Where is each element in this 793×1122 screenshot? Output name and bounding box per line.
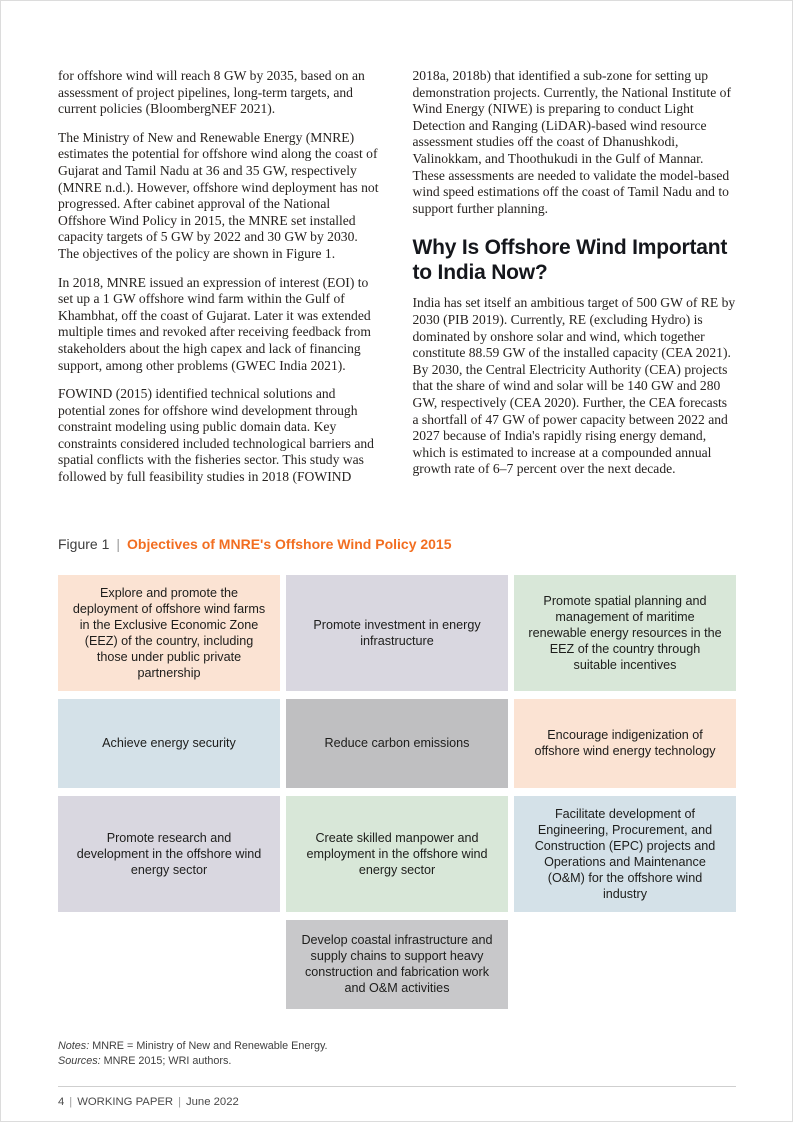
footer-separator: |	[69, 1096, 73, 1108]
objective-box-3: Promote spatial planning and management of maritime renewable energy resources in the EEZ of the country through suitable incentives	[514, 575, 736, 691]
objective-box-2: Promote investment in energy infrastructure	[286, 575, 508, 691]
right-column	[413, 68, 737, 498]
notes-line	[58, 1039, 736, 1054]
sources-label: Sources:	[58, 1054, 101, 1067]
figure-1	[1, 536, 792, 1069]
paragraph: for offshore wind will reach 8 GW by 2035, based on an assessment of project pipelines, long-term targets, and current policies (BloombergNEF 2021).	[58, 68, 365, 117]
figure-notes	[58, 1039, 736, 1069]
objective-box-9: Facilitate development of Engineering, Procurement, and Construction (EPC) projects and Operations and Maintenance (O&M) for the offshore wind industry	[514, 796, 736, 912]
notes-text: MNRE = Ministry of New and Renewable Energy.	[92, 1039, 328, 1052]
page-number: 4	[58, 1096, 65, 1108]
paragraph: The Ministry of New and Renewable Energy (MNRE) estimates the potential for offshore wind along the coast of Gujarat and Tamil Nadu at 36 and 35 GW, respectively (MNRE n.d.). However, offshore wind deployment has not progressed. After cabinet approval of the National Offshore Wind Policy in 2015, the MNRE set installed capacity targets of 5 GW by 2022 and 30 GW by 2030. The objectives of the policy are shown in Figure 1.	[58, 129, 379, 261]
publication-label: WORKING PAPER	[77, 1096, 174, 1108]
objective-box-1: Explore and promote the deployment of offshore wind farms in the Exclusive Economic Zone (EEZ) of the country, including those under public private partnership	[58, 575, 280, 691]
figure-label: Figure 1	[58, 535, 110, 552]
notes-label: Notes:	[58, 1039, 90, 1052]
paragraph: FOWIND (2015) identified technical solutions and potential zones for offshore wind development through constraint modeling using public domain data. Key constraints considered included technological barriers and spatial conflicts with the fisheries sector. This study was followed by full feasibility studies in 2018 (FOWIND	[58, 386, 374, 485]
figure-title: Objectives of MNRE's Offshore Wind Policy 2015	[127, 535, 452, 552]
paragraph: 2018a, 2018b) that identified a sub-zone for setting up demonstration projects. Currently, the National Institute of Wind Energy (NIWE) is preparing to conduct Light Detection and Ranging (LiDAR)-based wind resource assessment studies off the coast of Dhanushkodi, Valinokkam, and Thoothukudi in the Gulf of Mannar. These assessments are needed to validate the model-based wind speed estimations off the coast of Tamil Nadu and to support further planning.	[412, 68, 731, 216]
objective-box-4: Achieve energy security	[58, 699, 280, 788]
footer-separator: |	[178, 1096, 181, 1108]
sources-line	[58, 1054, 736, 1069]
objective-box-5: Reduce carbon emissions	[286, 699, 508, 788]
body-text	[1, 1, 792, 498]
paragraph: In 2018, MNRE issued an expression of interest (EOI) to set up a 1 GW offshore wind farm within the Gulf of Khambhat, off the coast of Gujarat. Later it was extended multiple times and revoked after receiving feedback from stakeholders about the high capex and lack of financing support, among other problems (GWEC India 2021).	[58, 274, 371, 373]
objective-box-6: Encourage indigenization of offshore wind energy technology	[514, 699, 736, 788]
paragraph: India has set itself an ambitious target of 500 GW of RE by 2030 (PIB 2019). Currently, RE (excluding Hydro) is dominated by onshore solar and wind, which together constitute 88.59 GW of the installed capacity (CEA 2021). By 2030, the Central Electricity Authority (CEA) projects that the share of wind and solar will be 140 GW and 280 GW, respectively (CEA 2020). Further, the CEA forecasts a shortfall of 47 GW of power capacity between 2022 and 2027 because of India's rapidly rising energy demand, which is estimated to increase at a compounded annual growth rate of 6–7 percent over the next decade.	[412, 295, 736, 477]
objective-box-10: Develop coastal infrastructure and supply chains to support heavy construction and fabrication work and O&M activities	[286, 920, 508, 1009]
page-footer	[58, 1086, 736, 1109]
figure-separator: |	[116, 535, 120, 552]
footer-date: June 2022	[186, 1096, 239, 1108]
objective-box-7: Promote research and development in the offshore wind energy sector	[58, 796, 280, 912]
figure-caption	[58, 536, 736, 553]
objective-box-8: Create skilled manpower and employment in the offshore wind energy sector	[286, 796, 508, 912]
section-heading: Why Is Offshore Wind Important to India Now?	[412, 236, 728, 285]
left-column	[58, 68, 382, 498]
sources-text: MNRE 2015; WRI authors.	[103, 1054, 232, 1067]
objectives-grid	[58, 575, 736, 1009]
